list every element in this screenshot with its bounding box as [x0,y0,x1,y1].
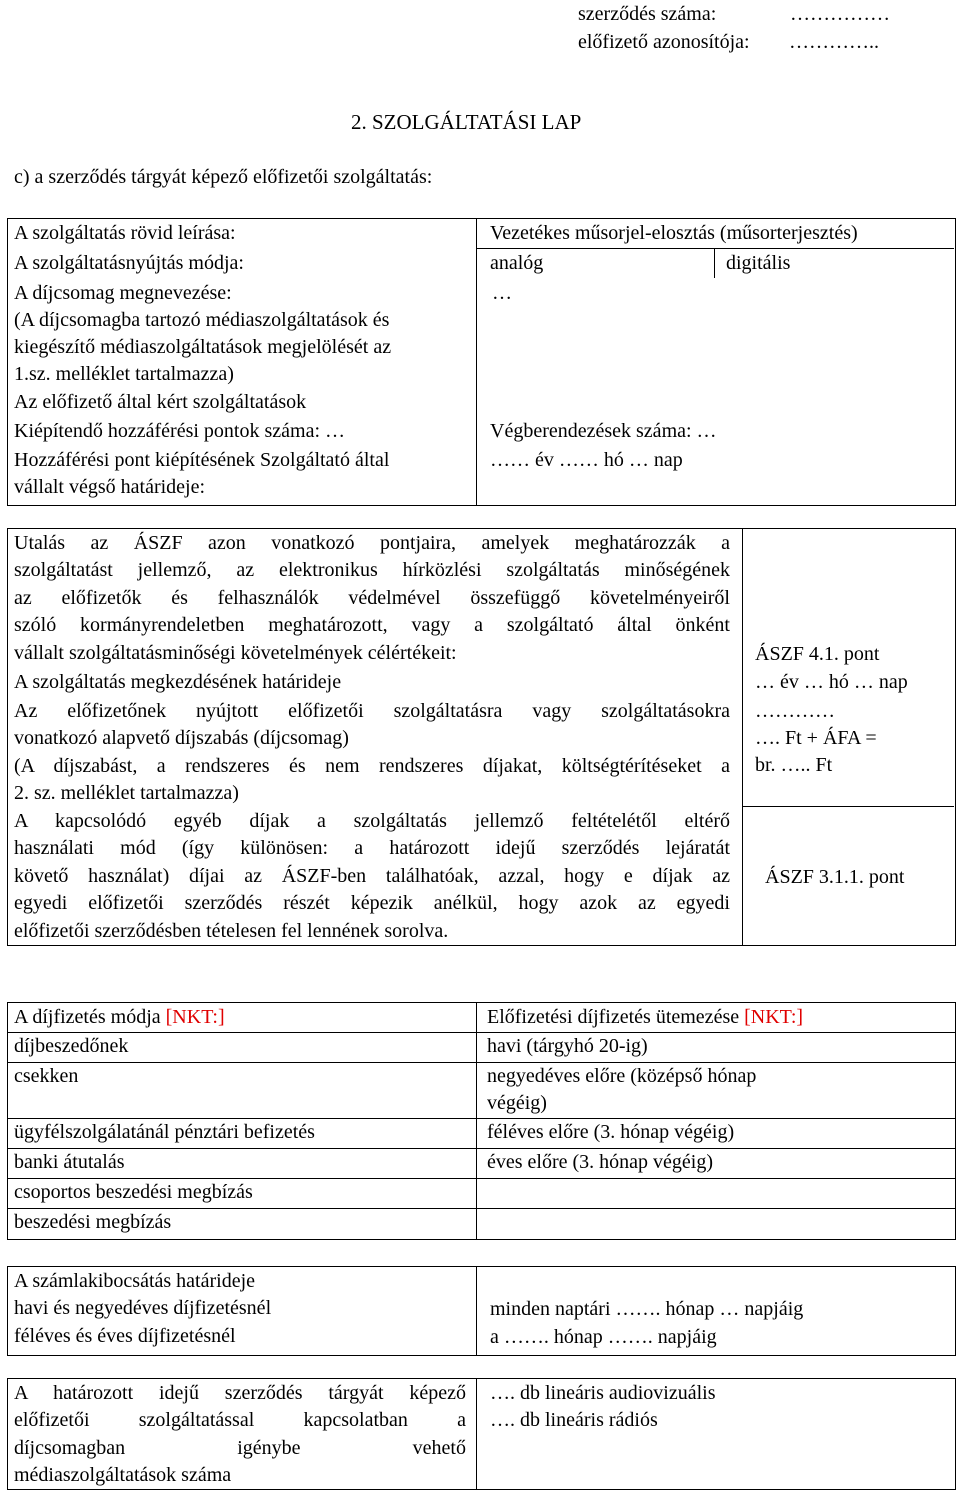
media-radio-value[interactable]: …. db lineáris rádiós [490,1409,658,1431]
media-label-line: A határozott idejű szerződés tárgyát képező [14,1382,466,1404]
delivery-digital-option[interactable] [726,250,790,278]
short-desc-value: Vezetékes műsorjel-elosztás (műsorterjesztés) [490,222,858,244]
invoice-yearly-label: féléves és éves díjfizetésnél [14,1325,236,1347]
quality-text-line: az előfizetők és felhasználók védelmével összefüggő követelményeiről [14,586,730,609]
page-title: 2. SZOLGÁLTATÁSI LAP [351,110,582,134]
fee-text-line: Az előfizetőnek nyújtott előfizetői szolgáltatásra vagy szolgáltatásokra [14,700,730,722]
method-option-direct-debit: beszedési megbízás [14,1211,172,1233]
deadline-value[interactable]: …… év …… hó … nap [490,449,683,471]
delivery-label: A szolgáltatásnyújtás módja: [14,252,244,274]
schedule-option-half-yearly: féléves előre (3. hónap végéig) [487,1121,735,1143]
other-fee-ref: ÁSZF 3.1.1. pont [765,866,905,888]
schedule-option-yearly: éves előre (3. hónap végéig) [487,1151,714,1173]
package-label-note: kiegészítő médiaszolgáltatások megjelölését az [14,336,392,358]
fee-text-line: 2. sz. melléklet tartalmazza) [14,782,239,805]
analog-label: analóg [490,252,544,274]
fee-text [14,698,730,808]
requested-services-label: Az előfizető által kért szolgáltatások [14,391,307,413]
start-deadline-label: A szolgáltatás megkezdésének határideje [14,671,342,693]
other-fee-line: A kapcsolódó egyéb díjak a szolgáltatás jellemző feltételétől eltérő [14,810,730,832]
nkt-tag: [NKT:] [165,1006,225,1028]
payment-schedule-header [487,1004,803,1031]
deadline-label: vállalt végső határideje: [14,476,206,498]
media-audiovisual-value[interactable]: …. db lineáris audiovizuális [490,1382,716,1404]
contract-number-value[interactable]: …………… [790,3,890,25]
invoice-yearly-value[interactable]: a ……. hónap ……. napjáig [490,1326,717,1348]
other-fee-line: előfizetői szerződésben tételesen fel lennének sorolva. [14,919,449,942]
invoice-monthly-label: havi és negyedéves díjfizetésnél [14,1297,272,1319]
fee-value-gross[interactable]: br. ….. Ft [755,754,833,776]
media-label-line: előfizetői szolgáltatással kapcsolatban a [14,1409,466,1432]
payment-schedule-title: Előfizetési díjfizetés ütemezése [487,1006,740,1028]
package-label-note: 1.sz. melléklet tartalmazza) [14,363,234,385]
contract-number-label: szerződés száma: [578,3,717,25]
method-option-cheque: csekken [14,1065,79,1087]
invoice-monthly-value[interactable]: minden naptári ……. hónap … napjáig [490,1298,804,1320]
section-heading: c) a szerződés tárgyát képező előfizetői szolgáltatás: [14,166,433,188]
subscriber-id-value[interactable]: ………….. [789,31,879,53]
other-fee-line: követő használat) díjai az ÁSZF-ben találhatóak, azzal, hogy e díjak az [14,864,730,887]
schedule-option-quarterly: negyedéves előre (középső hónap [487,1065,757,1087]
other-fee-text [14,808,730,945]
quality-text-line: szóló kormányrendeletben meghatározott, vagy a szolgáltató által önként [14,614,730,637]
quality-reference-text [14,530,730,667]
digital-label: digitális [726,252,791,274]
fee-text-line: vonatkozó alapvető díjszabás (díjcsomag) [14,727,349,750]
fee-value-net[interactable]: …. Ft + ÁFA = [755,727,877,749]
other-fee-line: egyedi előfizetői szerződés részét képezik anélkül, hogy azok az egyedi [14,892,730,915]
quality-ref: ÁSZF 4.1. pont [755,643,880,665]
quality-text-line: vállalt szolgáltatásminőségi követelmények célértékeit: [14,641,457,664]
quality-text-line: Utalás az ÁSZF azon vonatkozó pontjaira, amelyek meghatározzák a [14,532,730,554]
payment-method-header [14,1004,225,1031]
method-option-group-direct-debit: csoportos beszedési megbízás [14,1181,253,1203]
delivery-analog-option[interactable] [490,250,543,278]
access-points-label: Kiépítendő hozzáférési pontok száma: … [14,420,345,442]
short-desc-label: A szolgáltatás rövid leírása: [14,222,236,244]
method-option-cash-desk: ügyfélszolgálatánál pénztári befizetés [14,1121,315,1143]
other-fee-line: használati mód (így különösen: a határozott idejű szerződés lejáratát [14,837,730,860]
media-label-line: médiaszolgáltatások száma [14,1464,232,1487]
method-option-bank-transfer: banki átutalás [14,1151,125,1173]
package-label-note: (A díjcsomagba tartozó médiaszolgáltatások és [14,309,390,331]
schedule-option-quarterly-cont: végéig) [487,1092,547,1114]
fee-value-placeholder[interactable]: ………… [755,700,835,722]
media-label-line: díjcsomagban igénybe vehető [14,1436,466,1459]
start-deadline-value[interactable]: … év … hó … nap [755,671,908,693]
method-option-direct-debit-agent: díjbeszedőnek [14,1035,129,1057]
fee-text-line: (A díjszabást, a rendszeres és nem rendszeres díjakat, költségtérítéseket a [14,754,730,777]
terminals-label: Végberendezések száma: … [490,420,717,442]
package-label: A díjcsomag megnevezése: [14,282,232,304]
media-label [14,1380,466,1490]
payment-method-title: A díjfizetés módja [14,1006,161,1028]
quality-text-line: szolgáltatást jellemző, az elektronikus hírközlési szolgáltatás minőségének [14,559,730,582]
nkt-tag: [NKT:] [744,1006,804,1028]
package-value[interactable]: … [492,282,512,304]
subscriber-id-label: előfizető azonosítója: [578,31,750,53]
deadline-label: Hozzáférési pont kiépítésének Szolgáltató által [14,449,390,471]
invoice-deadline-title: A számlakibocsátás határideje [14,1270,256,1292]
schedule-option-monthly: havi (tárgyhó 20-ig) [487,1035,648,1057]
